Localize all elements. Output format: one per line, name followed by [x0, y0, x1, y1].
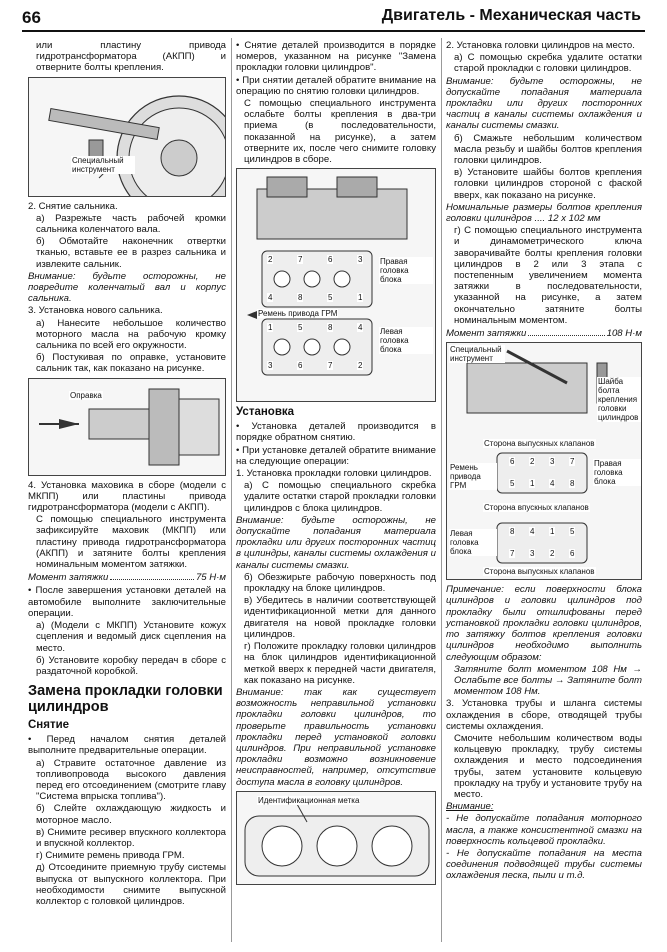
- right-bolt-7: 5: [328, 293, 333, 303]
- column-2: [236, 40, 436, 889]
- col2-p1: • Снятие деталей производится в порядке номеров, указанном на рисунке "Замена прокладки головки цилиндров".: [236, 40, 436, 74]
- left-num-8: 6: [570, 549, 575, 559]
- left-num-1: 8: [510, 527, 515, 537]
- inst-1: • Установка деталей производится в порядке обратном снятию.: [236, 421, 436, 444]
- left-num-3: 1: [550, 527, 555, 537]
- exhaust-side-label: Сторона выпускных клапанов: [484, 439, 595, 449]
- rem-a: а) Стравите остаточное давление из топливопровода высокого давления перед его отсоединением (смотрите главу "Система впрыска топлива").: [36, 757, 226, 803]
- seal-drawing: [29, 379, 226, 475]
- torque-label: Момент затяжки: [28, 572, 109, 584]
- washer-label: Шайба болта крепления головки цилиндров: [597, 377, 642, 422]
- col3-p3: б) Смажьте небольшим количеством масла резьбу и шайбы болтов крепления головки цилиндров.: [454, 132, 642, 167]
- right-num-3: 3: [550, 457, 555, 467]
- inst-g: г) Положите прокладку головки цилиндров на блок цилиндров идентификационной меткой вверх к передней части двигателя, как показано на рисунке.: [244, 641, 436, 686]
- bullet-after: • После завершения установки деталей на автомобиле выполните заключительные операции.: [28, 585, 226, 619]
- left-num-2: 4: [530, 527, 535, 537]
- right-bolt-5: 4: [268, 293, 273, 303]
- step4: 4. Установка маховика в сборе (модели с МКПП) или пластины привода гидротрансформатора (модели с АКПП).: [28, 479, 226, 514]
- left-bolt-7: 7: [328, 361, 333, 371]
- col2-p3: С помощью специального инструмента ослабьте болты крепления в два-три приема (в последовательности, показанной на рисунке), а затем отверните их, после чего снимите головку цилиндров в сборе.: [244, 98, 436, 166]
- torque-value: 75 Н·м: [195, 572, 226, 584]
- left-num-7: 2: [550, 549, 555, 559]
- col3-p2: а) С помощью скребка удалите остатки старой прокладки с головки цилиндров.: [454, 52, 642, 75]
- right-num-5: 5: [510, 479, 515, 489]
- inst-v: в) Убедитесь в наличии соответствующей идентификационной метки для данного двигателя на новой прокладке головки цилиндров.: [244, 595, 436, 640]
- right-bolt-3: 6: [328, 255, 333, 265]
- right-num-4: 7: [570, 457, 575, 467]
- col3-note2: - Не допускайте попадания моторного масла, а также консистентной смазки на поверхность кольцевой прокладки.: [446, 813, 642, 847]
- inst-note2: Внимание: так как существует возможность неправильной установки прокладки головки цилиндров, то проверьте правильность установки прокладки перед установкой головки цилиндров. При неправильной установке прокладки возможно возникновение неисправностей, например, отсутствие доступа масла в головку цилиндров.: [236, 686, 436, 788]
- rem-g: г) Снимите ремень привода ГРМ.: [36, 850, 185, 862]
- col3-remark2: Затяните болт моментом 108 Нм → Ослабьте все болты → Затяните болт моментом 108 Нм.: [454, 663, 642, 698]
- rem-d: д) Отсоедините приемную трубу системы выпуска от выпускного коллектора. При необходимости снимите выпускной коллектор с головкой цилиндров.: [36, 862, 226, 907]
- col3-p5: г) С помощью специального инструмента и динамометрического ключа заворачивайте болты крепления головки цилиндров в 2 или 3 этапа с постепенным увеличением момента затяжки в последовательности, указанной на рисунке, а затем окончательно затяните болты номинальным моментом.: [454, 225, 642, 326]
- step2-note: Внимание: будьте осторожны, не повредите коленчатый вал и корпус сальника.: [28, 270, 226, 305]
- step2-b: б) Обмотайте наконечник отвертки тканью, вставьте ее в разрез сальника и извлеките сальник.: [36, 236, 226, 270]
- section-title: Замена прокладки головки цилиндров: [28, 683, 223, 716]
- step3-title: 3. Установка нового сальника.: [28, 305, 163, 317]
- removal-intro: • Перед началом снятия деталей выполните предварительные операции.: [28, 734, 226, 757]
- right-num-2: 2: [530, 457, 535, 467]
- flywheel-drawing: [29, 78, 226, 196]
- special-tool-label-2: Специальный инструмент: [449, 345, 505, 363]
- col3-note-title: Внимание:: [446, 801, 494, 813]
- col2-p2: • При снятии деталей обратите внимание на операцию по снятию головки цилиндров.: [236, 74, 436, 97]
- id-mark-label: Идентификационная метка: [258, 795, 360, 805]
- belt-label: Ремень привода ГРМ: [258, 309, 338, 319]
- col3-note1: Внимание: будьте осторожны, не допускайте попадания материала прокладки или других посторонних частиц в каналы системы охлаждения и каналы системы смазки.: [446, 75, 642, 132]
- right-bolt-2: 7: [298, 255, 303, 265]
- col3-p7: Смочите небольшим количеством воды кольцевую прокладку, трубу системы охлаждения и место подсоединения трубы, затем установите кольцевую прокладку на трубу и установите трубу на место.: [454, 732, 642, 800]
- item-a: а) (Модели с МКПП) Установите кожух сцепления и ведомый диск сцепления на место.: [36, 620, 226, 654]
- left-bolt-1: 1: [268, 323, 273, 333]
- removal-title: Снятие: [28, 719, 70, 732]
- left-num-5: 7: [510, 549, 515, 559]
- rem-b: б) Слейте охлаждающую жидкость и моторное масло.: [36, 803, 226, 826]
- install-title: Установка: [236, 406, 295, 419]
- figure-gasket: [236, 791, 436, 885]
- step3-b: б) Постукивая по оправке, установите сальник так, как показано на рисунке.: [36, 352, 226, 375]
- column-3: [446, 40, 642, 883]
- right-num-8: 8: [570, 479, 575, 489]
- left-bolt-5: 3: [268, 361, 273, 371]
- left-num-4: 5: [570, 527, 575, 537]
- left-bolt-3: 8: [328, 323, 333, 333]
- col3-p1: 2. Установка головки цилиндров на место.: [446, 40, 635, 51]
- col3-p4: в) Установите шайбы болтов крепления головки цилиндров стороной с фаской вверх, как показано на рисунке.: [454, 167, 642, 201]
- right-num-6: 1: [530, 479, 535, 489]
- left-bolt-8: 2: [358, 361, 363, 371]
- col3-remark: Примечание: если поверхности блока цилиндров и головки цилиндров под прокладку были отшлифованы перед установкой прокладки головки цилиндров, то затяжку болтов крепления головки цилиндров необходимо выполнить следующим образом:: [446, 584, 642, 663]
- step3-a: а) Нанесите небольшое количество моторного масла на рабочую кромку сальника по всей его окружности.: [36, 317, 226, 352]
- intake-side-label: Сторона впускных клапанов: [484, 503, 589, 513]
- step4-text: С помощью специального инструмента зафиксируйте маховик (МКПП) или пластину привода гидротрансформатора (АКПП) и затяните болты крепления номинальным моментом затяжки.: [36, 514, 226, 571]
- right-head-label-2: Правая головка блока: [593, 459, 642, 486]
- right-bolt-6: 8: [298, 293, 303, 303]
- torque-label-108: Момент затяжки: [446, 328, 527, 340]
- right-head-label: Правая головка блока: [379, 257, 433, 284]
- special-tool-label: Специальный инструмент: [71, 156, 135, 174]
- right-num-7: 4: [550, 479, 555, 489]
- column-1: [28, 40, 226, 908]
- column-divider-2: [441, 38, 442, 942]
- rem-v: в) Снимите ресивер впускного коллектора и впускной коллектор.: [36, 826, 226, 849]
- header-rule: [22, 30, 645, 32]
- left-bolt-2: 5: [298, 323, 303, 333]
- page-title: Двигатель - Механическая часть: [381, 7, 641, 24]
- right-bolt-8: 1: [358, 293, 363, 303]
- step2-title: 2. Снятие сальника.: [28, 200, 118, 212]
- column-divider-1: [231, 38, 232, 942]
- torque-dots-108: [528, 328, 604, 336]
- left-bolt-6: 6: [298, 361, 303, 371]
- mandrel-label: Оправка: [70, 390, 102, 400]
- inst-3a: а) С помощью специального скребка удалите остатки старой прокладки головки цилиндров с блока цилиндров.: [244, 480, 436, 514]
- page-number: 66: [22, 8, 41, 27]
- torque-value-108: 108 Н·м: [606, 328, 642, 340]
- item-b: б) Установите коробку передач в сборе с раздаточной коробкой.: [36, 654, 226, 677]
- inst-note: Внимание: будьте осторожны, не допускайте попадания материала прокладки или других посторонних частиц в цилиндры, каналы системы охлаждения и каналы системы смазки.: [236, 514, 436, 571]
- intro-text: или пластину привода гидротрансформатора (АКПП) и отверните болты крепления.: [36, 40, 226, 74]
- figure-flywheel-tool: [28, 77, 226, 197]
- exhaust-side-label-2: Сторона выпускных клапанов: [484, 567, 595, 577]
- right-num-1: 6: [510, 457, 515, 467]
- inst-b: б) Обезжирьте рабочую поверхность под прокладку на блоке цилиндров.: [244, 571, 436, 595]
- step2-a: а) Разрежьте часть рабочей кромки сальника коленчатого вала.: [36, 212, 226, 236]
- torque-dots: [110, 572, 194, 580]
- torque-line-75: [28, 572, 226, 583]
- col3-p6: 3. Установка трубы и шланга системы охлаждения в сборе, отводящей трубы системы охлаждения.: [446, 698, 642, 732]
- torque-line-108: [446, 328, 642, 339]
- col3-size-line: Номинальные размеры болтов крепления головки цилиндров .... 12 x 102 мм: [446, 201, 642, 225]
- left-head-label-2: Левая головка блока: [449, 529, 497, 556]
- belt-label-2: Ремень привода ГРМ: [449, 463, 497, 490]
- inst-2: • При установке деталей обратите внимание на следующие операции:: [236, 444, 436, 467]
- figure-head-removal: [236, 168, 436, 402]
- figure-seal-install: [28, 378, 226, 476]
- left-num-6: 3: [530, 549, 535, 559]
- inst-3: 1. Установка прокладки головки цилиндров.: [236, 468, 432, 480]
- right-bolt-4: 3: [358, 255, 363, 265]
- figure-head-install: [446, 342, 642, 580]
- col3-note3: - Не допускайте попадания на места соединения подводящей трубы системы охлаждения песка, пыли и т.д.: [446, 847, 642, 882]
- gasket-drawing: [237, 792, 436, 884]
- left-bolt-4: 4: [358, 323, 363, 333]
- right-bolt-1: 2: [268, 255, 273, 265]
- left-head-label: Левая головка блока: [379, 327, 433, 354]
